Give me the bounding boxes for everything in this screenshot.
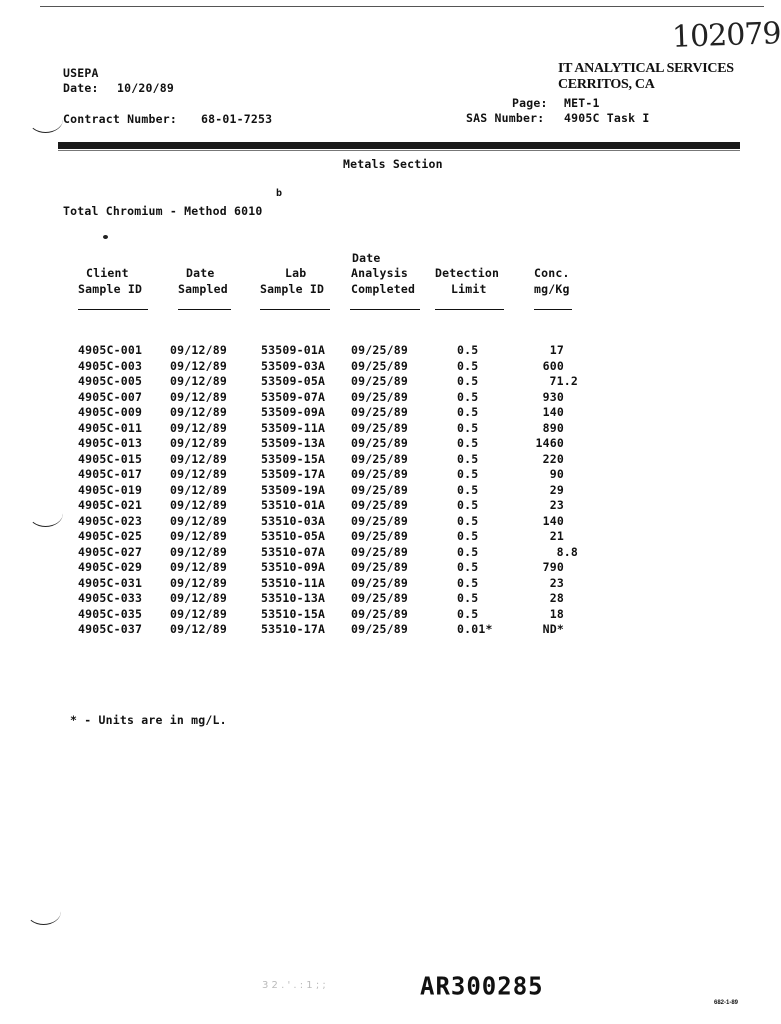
header-analysis-date-line1: Date <box>352 251 381 265</box>
concentration-cell: 29 <box>549 482 564 497</box>
date-label: Date: <box>63 81 99 95</box>
table-row <box>0 483 770 498</box>
binder-hole-mark <box>26 898 61 925</box>
contract-number-value: 68-01-7253 <box>201 112 273 126</box>
analysis-completed-date-cell: 09/25/89 <box>351 529 408 543</box>
header-client-sample-line2: Sample ID <box>78 282 143 296</box>
lab-sample-id-cell: 53509-17A <box>261 467 326 481</box>
detection-limit-cell: 0.5 <box>457 606 479 621</box>
concentration-cell: 21 <box>549 529 564 543</box>
table-row <box>0 560 770 575</box>
analysis-completed-date-cell: 09/25/89 <box>351 467 408 481</box>
faint-illegible-text: 3 2 . ' . : 1 ; ; <box>262 980 326 991</box>
detection-limit-cell: 0.5 <box>457 451 479 466</box>
lab-sample-id-cell: 53509-19A <box>261 482 326 497</box>
lab-sample-id-cell: 53509-07A <box>261 389 326 404</box>
analysis-completed-date-cell: 09/25/89 <box>351 358 408 373</box>
analysis-completed-date-cell: 09/25/89 <box>351 591 408 605</box>
client-sample-id-cell: 4905C-005 <box>78 374 143 388</box>
table-row <box>0 405 770 420</box>
date-sampled-cell: 09/12/89 <box>170 436 227 450</box>
header-separator-line <box>58 150 740 151</box>
header-concentration-line2: mg/Kg <box>534 282 570 296</box>
header-lab-sample-line2: Sample ID <box>260 282 325 296</box>
detection-limit-cell: 0.5 <box>457 482 479 497</box>
analysis-completed-date-cell: 09/25/89 <box>351 606 408 621</box>
concentration-cell: 140 <box>542 405 564 419</box>
header-date-sampled-line2: Sampled <box>178 282 228 296</box>
client-sample-id-cell: 4905C-033 <box>78 591 143 605</box>
date-sampled-cell: 09/12/89 <box>170 451 227 466</box>
detection-limit-cell: 0.5 <box>457 529 479 543</box>
lab-sample-id-cell: 53509-05A <box>261 374 326 388</box>
date-sampled-cell: 09/12/89 <box>170 513 227 528</box>
table-row <box>0 576 770 591</box>
sas-number-label: SAS Number: <box>466 111 545 125</box>
lab-sample-id-cell: 53509-03A <box>261 358 326 373</box>
detection-limit-cell: 0.5 <box>457 575 479 590</box>
client-sample-id-cell: 4905C-019 <box>78 482 143 497</box>
section-title: Metals Section <box>343 157 443 171</box>
header-client-sample-line1: Client <box>86 266 129 280</box>
detection-limit-cell: 0.5 <box>457 498 479 512</box>
table-row <box>0 514 770 529</box>
table-row <box>0 529 770 544</box>
analysis-completed-date-cell: 09/25/89 <box>351 498 408 512</box>
detection-limit-cell: 0.5 <box>457 436 479 450</box>
client-sample-id-cell: 4905C-009 <box>78 405 143 419</box>
table-row <box>0 622 770 637</box>
detection-limit-cell: 0.5 <box>457 420 479 435</box>
concentration-cell: 600 <box>542 358 564 373</box>
date-sampled-cell: 09/12/89 <box>170 420 227 435</box>
detection-limit-cell: 0.5 <box>457 389 479 404</box>
lab-sample-id-cell: 53510-17A <box>261 622 326 636</box>
client-sample-id-cell: 4905C-007 <box>78 389 143 404</box>
concentration-cell: 140 <box>542 513 564 528</box>
header-underline <box>435 309 504 310</box>
table-row <box>0 390 770 405</box>
lab-sample-id-cell: 53510-11A <box>261 575 326 590</box>
table-row <box>0 436 770 451</box>
lab-sample-id-cell: 53509-11A <box>261 420 326 435</box>
detection-limit-cell: 0.5 <box>457 544 479 559</box>
header-detection-limit-line2: Limit <box>451 282 487 296</box>
concentration-cell: 90 <box>549 467 564 481</box>
client-sample-id-cell: 4905C-027 <box>78 544 143 559</box>
date-sampled-cell: 09/12/89 <box>170 358 227 373</box>
company-name: IT ANALYTICAL SERVICES <box>558 61 734 76</box>
analysis-completed-date-cell: 09/25/89 <box>351 560 408 574</box>
client-sample-id-cell: 4905C-011 <box>78 420 143 435</box>
form-number: 682-1-89 <box>714 1000 739 1006</box>
concentration-cell: 28 <box>549 591 564 605</box>
concentration-cell: ND* <box>542 622 564 636</box>
method-title: Total Chromium - Method 6010 <box>63 204 263 218</box>
detection-limit-cell: 0.5 <box>457 343 479 357</box>
archive-stamp-number: AR300285 <box>420 971 544 1001</box>
detection-limit-cell: 0.5 <box>457 591 479 605</box>
detection-limit-cell: 0.5 <box>457 358 479 373</box>
header-analysis-date-line2: Analysis <box>351 266 408 280</box>
date-sampled-cell: 09/12/89 <box>170 575 227 590</box>
header-separator-bar <box>58 142 740 149</box>
header-underline <box>178 309 231 310</box>
analysis-completed-date-cell: 09/25/89 <box>351 343 408 357</box>
analysis-completed-date-cell: 09/25/89 <box>351 513 408 528</box>
detection-limit-cell: 0.5 <box>457 374 479 388</box>
analysis-completed-date-cell: 09/25/89 <box>351 575 408 590</box>
analysis-completed-date-cell: 09/25/89 <box>351 374 408 388</box>
binder-hole-mark <box>28 106 63 133</box>
concentration-cell: 1460 <box>535 436 564 450</box>
client-sample-id-cell: 4905C-029 <box>78 560 143 574</box>
page-label: Page: <box>512 96 548 110</box>
lab-sample-id-cell: 53509-09A <box>261 405 326 419</box>
method-superscript: b <box>276 188 283 199</box>
table-row <box>0 545 770 560</box>
table-row <box>0 421 770 436</box>
detection-limit-cell: 0.01* <box>457 622 493 636</box>
date-sampled-cell: 09/12/89 <box>170 467 227 481</box>
analysis-completed-date-cell: 09/25/89 <box>351 420 408 435</box>
date-sampled-cell: 09/12/89 <box>170 374 227 388</box>
contract-number-label: Contract Number: <box>63 112 177 126</box>
lab-sample-id-cell: 53509-13A <box>261 436 326 450</box>
date-sampled-cell: 09/12/89 <box>170 544 227 559</box>
top-rule <box>40 6 764 7</box>
lab-sample-id-cell: 53510-07A <box>261 544 326 559</box>
analysis-completed-date-cell: 09/25/89 <box>351 405 408 419</box>
concentration-cell: 17 <box>549 343 564 357</box>
date-sampled-cell: 09/12/89 <box>170 498 227 512</box>
company-location: CERRITOS, CA <box>558 77 655 92</box>
lab-sample-id-cell: 53510-03A <box>261 513 326 528</box>
table-row <box>0 359 770 374</box>
lab-sample-id-cell: 53510-05A <box>261 529 326 543</box>
detection-limit-cell: 0.5 <box>457 513 479 528</box>
date-sampled-cell: 09/12/89 <box>170 343 227 357</box>
table-row <box>0 498 770 513</box>
concentration-cell: 8.8 <box>556 544 578 559</box>
client-sample-id-cell: 4905C-021 <box>78 498 143 512</box>
lab-sample-id-cell: 53510-09A <box>261 560 326 574</box>
detection-limit-cell: 0.5 <box>457 560 479 574</box>
client-sample-id-cell: 4905C-037 <box>78 622 143 636</box>
concentration-cell: 23 <box>549 575 564 590</box>
ink-dot <box>103 235 108 239</box>
header-analysis-date-line3: Completed <box>351 282 416 296</box>
concentration-cell: 71.2 <box>549 374 578 388</box>
lab-sample-id-cell: 53510-13A <box>261 591 326 605</box>
header-date-sampled-line1: Date <box>186 266 215 280</box>
lab-sample-id-cell: 53509-01A <box>261 343 326 357</box>
date-sampled-cell: 09/12/89 <box>170 591 227 605</box>
analysis-completed-date-cell: 09/25/89 <box>351 544 408 559</box>
analysis-completed-date-cell: 09/25/89 <box>351 436 408 450</box>
header-underline <box>350 309 420 310</box>
analysis-completed-date-cell: 09/25/89 <box>351 389 408 404</box>
table-row <box>0 343 770 358</box>
date-sampled-cell: 09/12/89 <box>170 529 227 543</box>
date-sampled-cell: 09/12/89 <box>170 405 227 419</box>
concentration-cell: 23 <box>549 498 564 512</box>
detection-limit-cell: 0.5 <box>457 405 479 419</box>
agency-name: USEPA <box>63 66 99 80</box>
concentration-cell: 220 <box>542 451 564 466</box>
table-row <box>0 467 770 482</box>
header-concentration-line1: Conc. <box>534 266 570 280</box>
lab-sample-id-cell: 53510-01A <box>261 498 326 512</box>
client-sample-id-cell: 4905C-035 <box>78 606 143 621</box>
header-underline <box>260 309 330 310</box>
header-underline <box>78 309 148 310</box>
date-sampled-cell: 09/12/89 <box>170 622 227 636</box>
client-sample-id-cell: 4905C-031 <box>78 575 143 590</box>
analysis-completed-date-cell: 09/25/89 <box>351 451 408 466</box>
client-sample-id-cell: 4905C-023 <box>78 513 143 528</box>
analysis-completed-date-cell: 09/25/89 <box>351 482 408 497</box>
date-sampled-cell: 09/12/89 <box>170 389 227 404</box>
date-sampled-cell: 09/12/89 <box>170 560 227 574</box>
concentration-cell: 890 <box>542 420 564 435</box>
header-underline <box>534 309 572 310</box>
detection-limit-cell: 0.5 <box>457 467 479 481</box>
date-sampled-cell: 09/12/89 <box>170 482 227 497</box>
date-value: 10/20/89 <box>117 81 174 95</box>
client-sample-id-cell: 4905C-017 <box>78 467 143 481</box>
analysis-completed-date-cell: 09/25/89 <box>351 622 408 636</box>
concentration-cell: 18 <box>549 606 564 621</box>
client-sample-id-cell: 4905C-001 <box>78 343 143 357</box>
date-sampled-cell: 09/12/89 <box>170 606 227 621</box>
handwritten-document-number: 102079 <box>671 16 781 55</box>
client-sample-id-cell: 4905C-013 <box>78 436 143 450</box>
footnote: * - Units are in mg/L. <box>70 713 227 727</box>
sas-number-value: 4905C Task I <box>564 111 650 125</box>
table-row <box>0 607 770 622</box>
concentration-cell: 930 <box>542 389 564 404</box>
concentration-cell: 790 <box>542 560 564 574</box>
client-sample-id-cell: 4905C-015 <box>78 451 143 466</box>
table-row <box>0 591 770 606</box>
table-row <box>0 452 770 467</box>
lab-sample-id-cell: 53509-15A <box>261 451 326 466</box>
table-row <box>0 374 770 389</box>
page-value: MET-1 <box>564 96 600 110</box>
header-lab-sample-line1: Lab <box>285 266 307 280</box>
client-sample-id-cell: 4905C-003 <box>78 358 143 373</box>
client-sample-id-cell: 4905C-025 <box>78 529 143 543</box>
lab-sample-id-cell: 53510-15A <box>261 606 326 621</box>
header-detection-limit-line1: Detection <box>435 266 500 280</box>
